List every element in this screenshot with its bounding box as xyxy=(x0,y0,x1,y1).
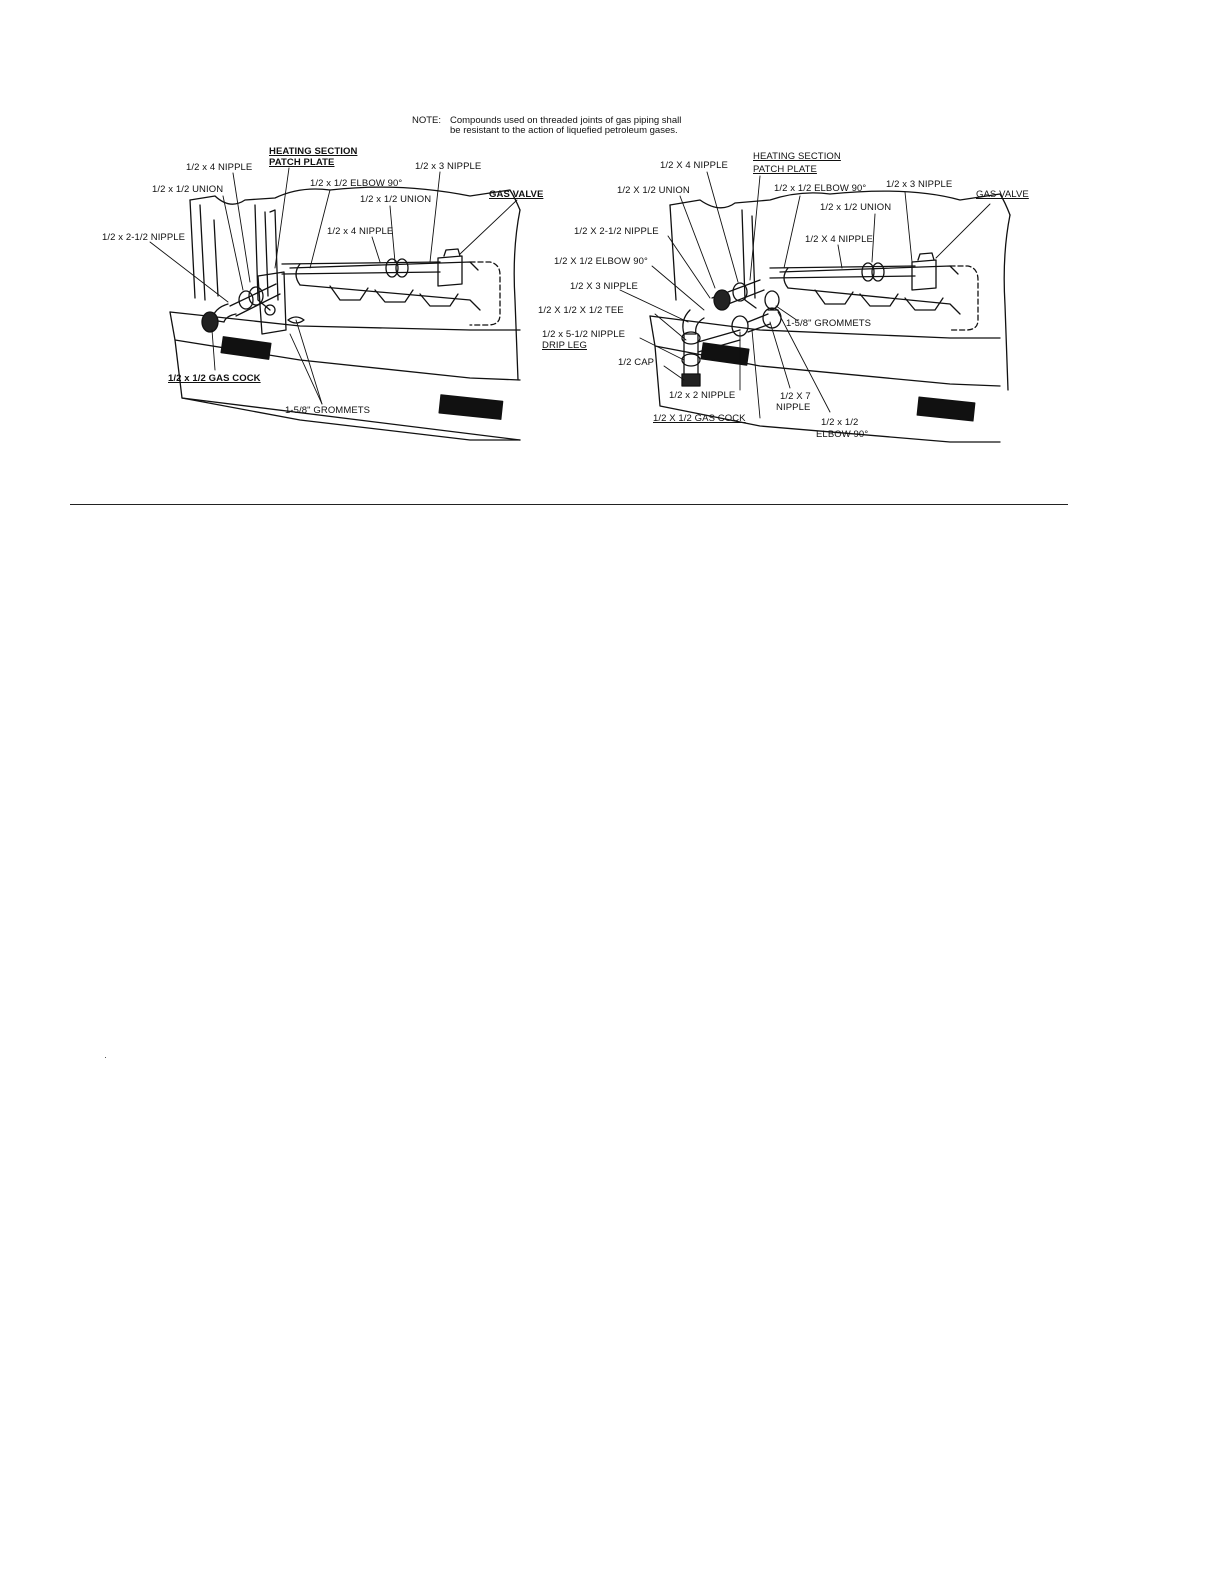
right-label-nipple-7-line1: 1/2 X 7 xyxy=(780,391,811,402)
left-label-nipple-3: 1/2 x 3 NIPPLE xyxy=(415,161,482,172)
right-label-patch-plate: PATCH PLATE xyxy=(753,164,817,175)
right-label-elbow-bottom-line2: ELBOW 90° xyxy=(816,429,869,440)
right-label-nipple-2-5: 1/2 X 2-1/2 NIPPLE xyxy=(574,226,659,237)
right-label-heating-section: HEATING SECTION xyxy=(753,151,841,162)
stray-dot xyxy=(105,1057,106,1058)
right-label-tee: 1/2 X 1/2 X 1/2 TEE xyxy=(538,305,624,316)
left-label-elbow: 1/2 x 1/2 ELBOW 90° xyxy=(310,178,403,189)
right-label-nipple-5-5: 1/2 x 5-1/2 NIPPLE xyxy=(542,329,626,340)
right-label-gas-valve: GAS VALVE xyxy=(976,189,1029,200)
note-prefix: NOTE: xyxy=(412,115,442,126)
note-line-2: be resistant to the action of liquefied petroleum gases. xyxy=(450,125,678,136)
left-label-gas-cock: 1/2 x 1/2 GAS COCK xyxy=(168,373,261,384)
right-label-grommets: 1-5/8" GROMMETS xyxy=(786,318,872,329)
note-line-1: Compounds used on threaded joints of gas piping shall xyxy=(450,115,682,126)
right-label-elbow-bottom-line1: 1/2 x 1/2 xyxy=(821,417,859,428)
left-label-heating-section: HEATING SECTION xyxy=(269,146,358,157)
right-label-nipple-4-mid: 1/2 X 4 NIPPLE xyxy=(805,234,873,245)
left-label-union: 1/2 x 1/2 UNION xyxy=(152,184,224,195)
right-label-union: 1/2 X 1/2 UNION xyxy=(617,185,690,196)
left-label-patch-plate: PATCH PLATE xyxy=(269,157,335,168)
right-label-union-mid: 1/2 x 1/2 UNION xyxy=(820,202,892,213)
right-label-elbow-left: 1/2 X 1/2 ELBOW 90° xyxy=(554,256,648,267)
left-leader-lines xyxy=(150,168,517,404)
right-label-nipple-2: 1/2 x 2 NIPPLE xyxy=(669,390,736,401)
left-label-union-mid: 1/2 x 1/2 UNION xyxy=(360,194,432,205)
gas-piping-figure xyxy=(0,0,1224,470)
right-label-nipple-3-left: 1/2 X 3 NIPPLE xyxy=(570,281,638,292)
left-label-nipple-4-mid: 1/2 x 4 NIPPLE xyxy=(327,226,394,237)
right-label-cap: 1/2 CAP xyxy=(618,357,655,368)
horizontal-rule xyxy=(70,504,1068,505)
left-label-nipple-2-5: 1/2 x 2-1/2 NIPPLE xyxy=(102,232,186,243)
right-label-elbow-top: 1/2 x 1/2 ELBOW 90° xyxy=(774,183,867,194)
right-label-nipple-4: 1/2 X 4 NIPPLE xyxy=(660,160,728,171)
left-label-grommets: 1-5/8" GROMMETS xyxy=(285,405,371,416)
right-label-nipple-7-line2: NIPPLE xyxy=(776,402,811,413)
right-label-drip-leg: DRIP LEG xyxy=(542,340,587,351)
right-label-nipple-3-top: 1/2 x 3 NIPPLE xyxy=(886,179,953,190)
left-label-nipple-4: 1/2 x 4 NIPPLE xyxy=(186,162,253,173)
right-label-gas-cock: 1/2 X 1/2 GAS COCK xyxy=(653,413,746,424)
right-unit-cabinet xyxy=(650,191,1010,442)
left-label-gas-valve: GAS VALVE xyxy=(489,189,544,200)
